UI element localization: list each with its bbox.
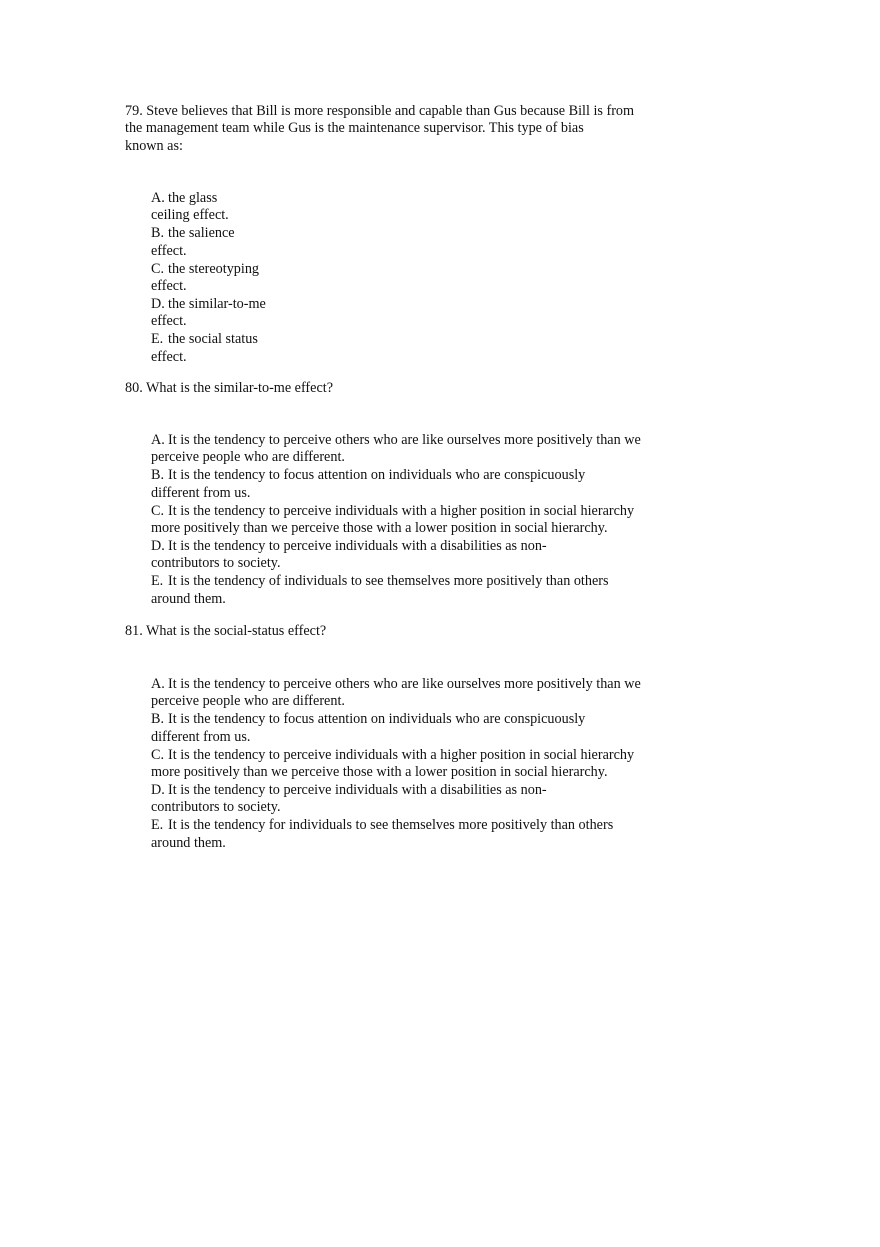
option-text: around them.: [151, 590, 226, 607]
option-letter: B.: [151, 711, 165, 728]
option-letter: A.: [151, 676, 165, 692]
answer-option[interactable]: [151, 190, 351, 225]
option-text: It is the tendency to perceive individuals with a higher position in social hierarchy: [168, 502, 635, 519]
question-80: [125, 380, 665, 397]
option-text: effect.: [151, 278, 187, 295]
answer-option[interactable]: [151, 573, 671, 608]
option-text: the glass: [168, 190, 218, 206]
answer-option[interactable]: [151, 782, 671, 817]
option-letter: D.: [151, 537, 165, 554]
option-text: effect.: [151, 348, 187, 365]
answer-options-79: [151, 190, 351, 367]
stem-line: 81. What is the social-status effect?: [125, 623, 327, 639]
option-letter: E.: [151, 817, 164, 834]
option-text: It is the tendency to perceive others who are like ourselves more positively than we: [168, 432, 641, 448]
answer-option[interactable]: [151, 225, 351, 260]
option-text: the salience: [168, 225, 235, 242]
question-81: [125, 623, 665, 640]
answer-option[interactable]: [151, 503, 671, 538]
option-text: It is the tendency for individuals to see themselves more positively than others: [168, 817, 614, 834]
option-text: It is the tendency of individuals to see themselves more positively than others: [168, 573, 609, 590]
option-text: It is the tendency to perceive others who are like ourselves more positively than we: [168, 676, 641, 692]
question-79: [125, 103, 665, 155]
stem-line: 80. What is the similar-to-me effect?: [125, 380, 333, 396]
option-text: It is the tendency to focus attention on individuals who are conspicuously: [168, 711, 586, 728]
answer-option[interactable]: [151, 261, 351, 296]
option-letter: C.: [151, 746, 165, 763]
stem-line: known as:: [125, 137, 183, 154]
answer-option[interactable]: [151, 467, 671, 502]
question-stem: [125, 380, 665, 397]
answer-options-81: [151, 676, 671, 853]
option-text: around them.: [151, 834, 226, 851]
option-text: the stereotyping: [168, 260, 260, 277]
answer-option[interactable]: [151, 676, 671, 711]
option-text: different from us.: [151, 484, 251, 501]
option-text: contributors to society.: [151, 799, 281, 816]
question-stem: [125, 103, 665, 155]
answer-option[interactable]: [151, 296, 351, 331]
option-letter: B.: [151, 225, 165, 242]
option-letter: E.: [151, 331, 164, 348]
stem-line: 79. Steve believes that Bill is more responsible and capable than Gus because Bill is from: [125, 103, 635, 119]
question-stem: [125, 623, 665, 640]
option-letter: A.: [151, 432, 165, 448]
option-text: the similar-to-me: [168, 295, 266, 312]
option-letter: A.: [151, 190, 165, 206]
option-text: perceive people who are different.: [151, 693, 345, 710]
option-text: It is the tendency to perceive individuals with a disabilities as non-: [168, 781, 547, 798]
option-text: contributors to society.: [151, 555, 281, 572]
answer-option[interactable]: [151, 817, 671, 852]
answer-option[interactable]: [151, 747, 671, 782]
answer-option[interactable]: [151, 432, 671, 467]
option-text: It is the tendency to focus attention on individuals who are conspicuously: [168, 467, 586, 484]
option-letter: C.: [151, 260, 165, 277]
stem-line: the management team while Gus is the maintenance supervisor. This type of bias: [125, 120, 584, 137]
option-text: the social status: [168, 331, 258, 348]
option-text: effect.: [151, 313, 187, 330]
option-letter: B.: [151, 467, 165, 484]
option-text: It is the tendency to perceive individuals with a higher position in social hierarchy: [168, 746, 635, 763]
answer-option[interactable]: [151, 331, 351, 366]
answer-option[interactable]: [151, 711, 671, 746]
option-letter: E.: [151, 573, 164, 590]
option-text: ceiling effect.: [151, 207, 229, 224]
option-letter: D.: [151, 781, 165, 798]
answer-option[interactable]: [151, 538, 671, 573]
option-text: more positively than we perceive those with a lower position in social hierarchy.: [151, 764, 608, 781]
answer-options-80: [151, 432, 671, 609]
option-text: perceive people who are different.: [151, 449, 345, 466]
option-letter: D.: [151, 295, 165, 312]
option-text: effect.: [151, 242, 187, 259]
option-text: different from us.: [151, 728, 251, 745]
option-text: It is the tendency to perceive individuals with a disabilities as non-: [168, 537, 547, 554]
option-letter: C.: [151, 502, 165, 519]
option-text: more positively than we perceive those with a lower position in social hierarchy.: [151, 520, 608, 537]
